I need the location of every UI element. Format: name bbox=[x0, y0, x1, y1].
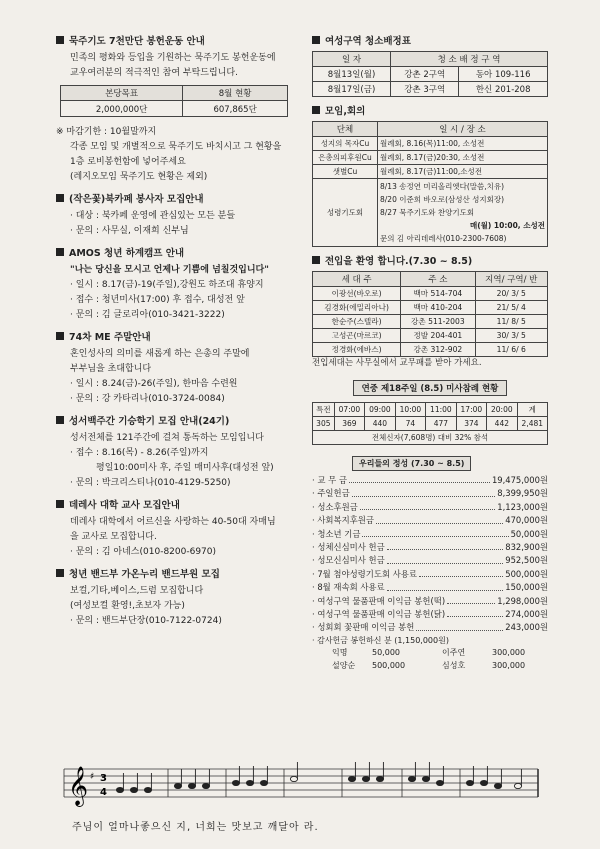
offering-title: 우리들의 정성 (7.30 ~ 8.5) bbox=[352, 456, 471, 471]
table-header: 일 자 bbox=[313, 52, 391, 67]
table-header: 세 대 주 bbox=[313, 272, 401, 287]
section-title: 여성구역 청소배정표 bbox=[312, 33, 548, 47]
note-head bbox=[116, 787, 123, 792]
donor-row: 익명 50,000 이주연 300,000 bbox=[332, 648, 526, 658]
time-signature-top: 3 bbox=[100, 773, 107, 784]
cafe-section bbox=[56, 191, 301, 239]
info-line: · 일시 : 8.17(금)-19(주일),강원도 하조대 휴양지 bbox=[70, 280, 264, 290]
note-head bbox=[232, 780, 239, 785]
section-title: (작은꽃)북카페 봉사자 모집안내 bbox=[56, 191, 301, 205]
section-title: 74차 ME 주말안내 bbox=[56, 329, 301, 343]
info-line: · 문의 : 김 아네스(010-8200-6970) bbox=[70, 547, 217, 557]
body-line: (여성보컬 환영!,초보자 가능) bbox=[70, 601, 185, 611]
note-head bbox=[290, 776, 297, 781]
teacher-section bbox=[56, 497, 301, 560]
thanks-line: · 감사헌금 봉헌하신 분 (1,150,000원) bbox=[312, 635, 449, 645]
table-header: 지역/ 구역/ 반 bbox=[475, 272, 547, 287]
quote-line: "나는 당신을 모시고 언제나 기쁨에 넘칠것입니다" bbox=[70, 265, 269, 275]
info-line: · 문의 : 박크리스티나(010-4129-5250) bbox=[70, 478, 231, 488]
table-header: 단체 bbox=[313, 122, 378, 137]
music-notes bbox=[116, 762, 521, 793]
members-note: 전입세대는 사무실에서 교무패를 받아 가세요. bbox=[312, 358, 482, 368]
section-title: 전입을 환영 합니다.(7.30 ~ 8.5) bbox=[312, 253, 548, 267]
bullet-square-icon bbox=[56, 416, 64, 424]
body-line: 보컬,기타,베이스,드럼 모집합니다 bbox=[70, 586, 204, 596]
table-cell: 305 bbox=[313, 417, 335, 431]
schedule-line: 8/13 송정연 미리올리엣다(말씀,치유) bbox=[380, 182, 505, 191]
table-row: 고성곤(마르코) 정발 204-401 30/ 3/ 5 bbox=[313, 329, 548, 343]
offering-row: · 성회회 꽃판매 이익금 봉헌 243,000원 bbox=[312, 622, 548, 633]
offering-row: · 7월 첨야성령기도회 사용료 500,000원 bbox=[312, 568, 548, 579]
table-header: 특전 bbox=[313, 403, 335, 417]
table-cell: 607,865단 bbox=[183, 101, 288, 117]
body-line: 혼인성사의 의미를 새롭게 하는 은총의 주말에 bbox=[70, 349, 250, 359]
body-line: 민족의 평화와 등입을 기원하는 묵주기도 봉헌운동에 bbox=[70, 53, 276, 63]
offering-row: · 성소후원금 1,123,000원 bbox=[312, 501, 548, 512]
me-section bbox=[56, 329, 301, 407]
info-line: · 문의 : 강 카타리나(010-3724-0084) bbox=[70, 394, 225, 404]
bullet-square-icon bbox=[312, 106, 320, 114]
table-row: 샛별Cu 월례회, 8.17(금)11:00,소성전 bbox=[313, 165, 548, 179]
meetings-table bbox=[312, 121, 548, 247]
offering-row: · 주일헌금 8,399,950원 bbox=[312, 488, 548, 499]
table-header: 8월 현황 bbox=[183, 86, 288, 101]
table-row: 김경화(에밀리아나) 백마 410-204 21/ 5/ 4 bbox=[313, 301, 548, 315]
song-lyrics: 주님이 얼마나좋으신 지, 너희는 맛보고 깨달아 라. bbox=[72, 822, 319, 833]
bullet-square-icon bbox=[56, 36, 64, 44]
note-head bbox=[202, 783, 209, 788]
offering-row: · 성모신심미사 헌금 952,500원 bbox=[312, 555, 548, 566]
offering-row: · 여성구역 물품판매 이익금 봉헌(떡) 1,298,000원 bbox=[312, 595, 548, 606]
bullet-square-icon bbox=[56, 332, 64, 340]
body-line: 부부님을 초대합니다 bbox=[70, 364, 152, 374]
section-title: 묵주기도 7천만단 봉헌운동 안내 bbox=[56, 33, 301, 47]
donor-row: 설양순 500,000 심성호 300,000 bbox=[332, 660, 526, 670]
info-line: · 대상 : 북카페 운영에 관심있는 모든 분들 bbox=[70, 211, 236, 221]
table-row: 8월13일(월) 강촌 2구역 동아 109-116 bbox=[313, 67, 548, 82]
info-line: · 문의 : 김 글로리아(010-3421-3222) bbox=[70, 310, 225, 320]
table-row: 8월17일(금) 강촌 3구역 한신 201-208 bbox=[313, 82, 548, 97]
section-title: AMOS 청년 하계캠프 안내 bbox=[56, 245, 301, 259]
sharp-icon: ♯ bbox=[90, 772, 95, 782]
note-head bbox=[514, 783, 521, 788]
info-line: 평일10:00미사 후, 주일 매미사후(대성전 앞) bbox=[96, 463, 274, 473]
table-header: 09:00 bbox=[365, 403, 395, 417]
table-cell: 440 bbox=[365, 417, 395, 431]
note-head bbox=[174, 783, 181, 788]
note-head bbox=[466, 780, 473, 785]
schedule-line: 문의 김 아리데레사(010-2300-7608) bbox=[380, 234, 507, 243]
offering-row: · 사회복지후원금 470,000원 bbox=[312, 515, 548, 526]
amos-section bbox=[56, 245, 301, 323]
table-header: 본당목표 bbox=[61, 86, 183, 101]
rosary-table bbox=[60, 85, 288, 117]
info-line: · 접수 : 청년미사(17:00) 후 접수, 대성전 앞 bbox=[70, 295, 245, 305]
note-head bbox=[376, 776, 383, 781]
info-line: · 문의 : 사무실, 이재희 신부님 bbox=[70, 226, 189, 236]
note-head bbox=[188, 783, 195, 788]
table-cell: 442 bbox=[487, 417, 517, 431]
table-cell: 374 bbox=[456, 417, 486, 431]
body-line: 성서전체를 121주간에 걸쳐 통독하는 모임입니다 bbox=[70, 433, 264, 443]
body-line: 1층 로비봉헌함에 넣어주세요 bbox=[70, 157, 186, 167]
offering-row: · 교 무 금 19,475,000원 bbox=[312, 475, 548, 485]
table-cell: 477 bbox=[426, 417, 456, 431]
table-row: 이광선(바오로) 백마 514-704 20/ 3/ 5 bbox=[313, 287, 548, 301]
body-line: 각종 모임 및 개별적으로 묵주기도 바치시고 그 현황을 bbox=[70, 142, 282, 152]
cleaning-table bbox=[312, 51, 548, 97]
note-head bbox=[436, 780, 443, 785]
table-row: 성지의 목자Cu 월례회, 8.16(목)11:00, 소성전 bbox=[313, 137, 548, 151]
bullet-square-icon bbox=[312, 36, 320, 44]
treble-clef-icon: 𝄞 bbox=[68, 766, 89, 806]
info-line: · 접수 : 8.16(목) - 8.26(주일)까지 bbox=[70, 448, 209, 458]
table-header: 청 소 배 정 구 역 bbox=[391, 52, 548, 67]
table-cell: 2,000,000단 bbox=[61, 101, 183, 117]
table-header: 10:00 bbox=[395, 403, 425, 417]
note-head bbox=[260, 780, 267, 785]
bullet-square-icon bbox=[56, 569, 64, 577]
cleaning-section bbox=[312, 33, 548, 97]
members-table bbox=[312, 271, 548, 357]
bullet-square-icon bbox=[56, 194, 64, 202]
mass-footer: 전체신자(7,608명) 대비 32% 참석 bbox=[313, 431, 548, 445]
section-title: 모임,회의 bbox=[312, 103, 548, 117]
offering-section bbox=[312, 451, 548, 672]
table-header: 11:00 bbox=[426, 403, 456, 417]
bible-section bbox=[56, 413, 301, 491]
offering-row: · 성체신심미사 헌금 832,900원 bbox=[312, 542, 548, 553]
table-header: 20:00 bbox=[487, 403, 517, 417]
offering-row: · 8월 재속회 사용료 150,000원 bbox=[312, 582, 548, 593]
body-line: 데레사 대학에서 어르신을 사랑하는 40-50대 자매님 bbox=[70, 517, 276, 527]
schedule-line: 매(월) 10:00, 소성전 bbox=[469, 221, 545, 230]
right-column bbox=[312, 33, 548, 672]
note-head bbox=[144, 787, 151, 792]
note-head bbox=[408, 776, 415, 781]
mass-title: 연중 제18주일 (8.5) 미사참례 현황 bbox=[353, 380, 508, 396]
note-head bbox=[362, 776, 369, 781]
time-signature-bottom: 4 bbox=[100, 787, 107, 798]
body-line: 을 교사로 모집합니다. bbox=[70, 532, 157, 542]
schedule-line: 8/20 이준희 바오로(삼성산 성지회장) bbox=[380, 195, 505, 204]
section-title: 성서백주간 기승학기 모집 안내(24기) bbox=[56, 413, 301, 427]
table-row: 은총의피후원Cu 월례회, 8.17(금)20:30, 소성전 bbox=[313, 151, 548, 165]
info-line: · 문의 : 밴드부단장(010-7122-0724) bbox=[70, 616, 222, 626]
note-head bbox=[130, 787, 137, 792]
table-header: 계 bbox=[517, 403, 547, 417]
mass-section bbox=[312, 376, 548, 445]
section-title: 청년 밴드부 가온누리 밴드부원 모집 bbox=[56, 566, 301, 580]
table-header: 17:00 bbox=[456, 403, 486, 417]
note-head bbox=[494, 783, 501, 788]
body-line: (레지오모임 묵주기도 현황은 제외) bbox=[70, 172, 208, 182]
note-head bbox=[422, 776, 429, 781]
meetings-section bbox=[312, 103, 548, 247]
bullet-square-icon bbox=[312, 256, 320, 264]
table-row: 정경화(에바스) 강촌 312-902 11/ 6/ 6 bbox=[313, 343, 548, 357]
left-column bbox=[56, 33, 301, 635]
band-section bbox=[56, 566, 301, 629]
schedule-line: 8/27 묵주기도와 찬양기도회 bbox=[380, 208, 475, 217]
table-header: 일 시 / 장 소 bbox=[378, 122, 548, 137]
note-head bbox=[480, 780, 487, 785]
body-line: 교우여러분의 적극적인 참여 부탁드립니다. bbox=[70, 68, 238, 78]
deadline-text: ※ 마감기한 : 10월말까지 bbox=[56, 127, 157, 137]
members-section bbox=[312, 253, 548, 370]
info-line: · 일시 : 8.24(금)-26(주일), 한마음 수련원 bbox=[70, 379, 238, 389]
table-row: 한순주(스텔라) 강촌 511-2003 11/ 8/ 5 bbox=[313, 315, 548, 329]
rosary-section bbox=[56, 33, 301, 185]
table-header: 07:00 bbox=[334, 403, 364, 417]
offering-row: · 여성구역 물품판매 이익금 봉헌(닭) 274,000원 bbox=[312, 609, 548, 620]
table-cell: 2,481 bbox=[517, 417, 547, 431]
table-header: 주 소 bbox=[401, 272, 475, 287]
note-head bbox=[246, 780, 253, 785]
offering-row: · 청소년 기금 50,000원 bbox=[312, 528, 548, 539]
table-cell: 369 bbox=[334, 417, 364, 431]
table-cell: 74 bbox=[395, 417, 425, 431]
mass-table bbox=[312, 402, 548, 445]
note-head bbox=[348, 776, 355, 781]
bullet-square-icon bbox=[56, 500, 64, 508]
bullet-square-icon bbox=[56, 248, 64, 256]
music-staff bbox=[62, 757, 540, 813]
section-title: 데레사 대학 교사 모집안내 bbox=[56, 497, 301, 511]
table-row: 성령기도회 8/13 송정연 미리올리엣다(말씀,치유) 8/20 이준희 바오로(삼성산 성지회장) 8/27 묵주기도와 찬양기도회 매(월) 10:00, 소성전 문의 김 아리데레사(010-2300-7608) bbox=[313, 179, 548, 247]
